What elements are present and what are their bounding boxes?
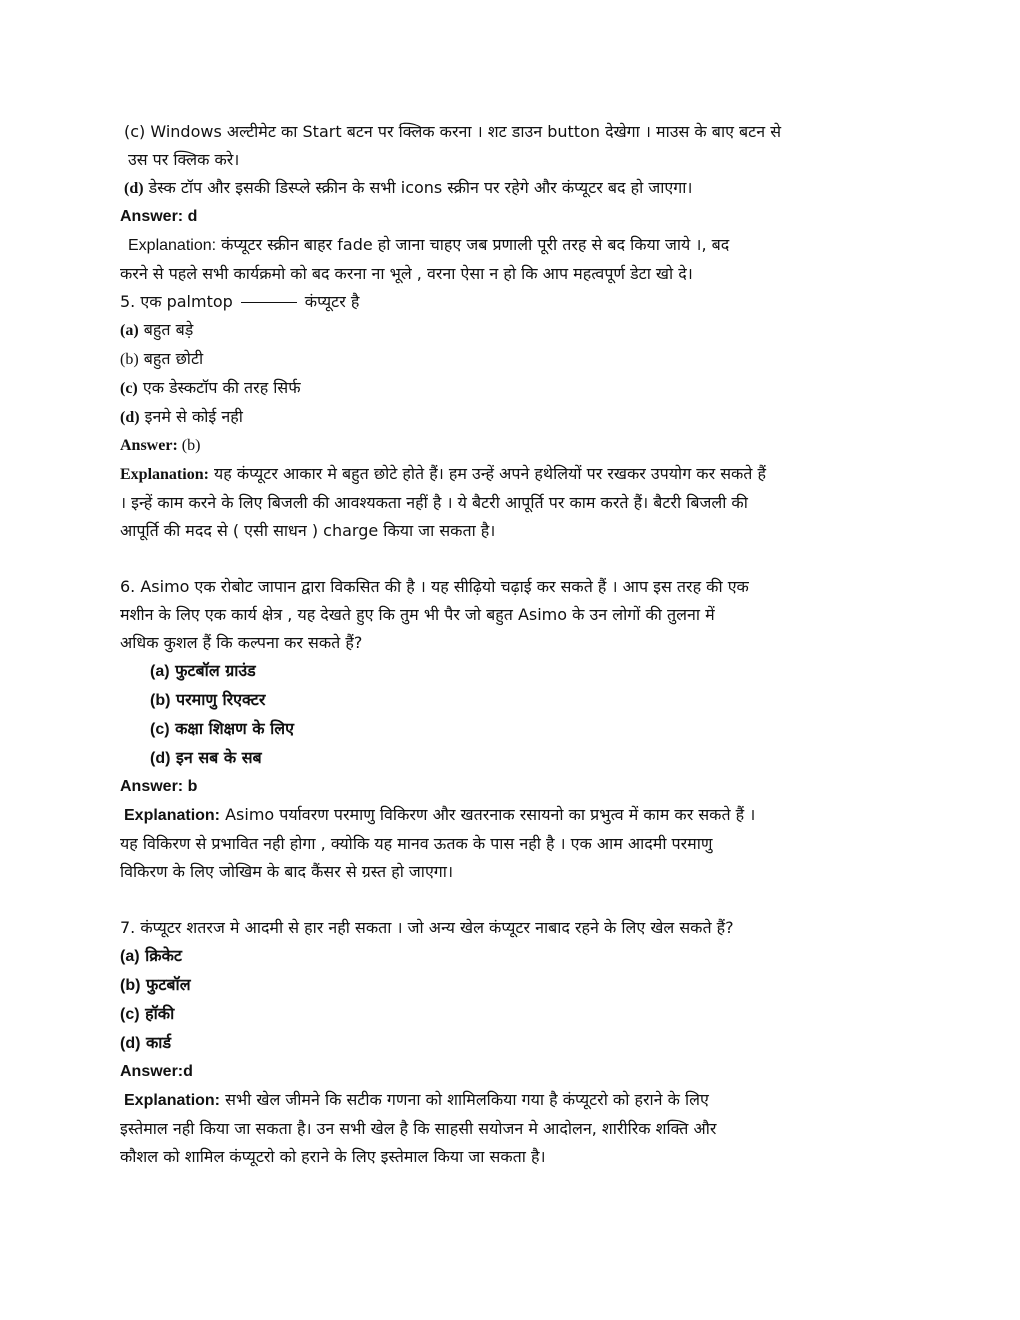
q7-explanation-line1 (120, 1086, 900, 1115)
spacer (120, 886, 900, 914)
q6-option-a (120, 657, 900, 686)
q6-explanation-line1 (120, 801, 900, 830)
q7-explanation-line3: कौशल को शामिल कंप्यूटरो को हराने के लिए इस्तेमाल किया जा सकता है। (120, 1147, 546, 1166)
option-text: कार्ड (146, 1033, 172, 1052)
option-label: (b) (120, 977, 141, 994)
q5-option-d (120, 403, 900, 432)
q4-option-c-line2: उस पर क्लिक करे। (128, 150, 240, 169)
q4-explanation-line1 (120, 231, 900, 260)
explanation-label: Explanation: (128, 237, 217, 254)
q4-explanation-line2: करने से पहले सभी कार्यक्रमो को बद करना ना भूले , वरना ऐसा न हो कि आप महत्वपूर्ण डेटा खो दे। (120, 264, 693, 283)
q6-answer: Answer: b (120, 778, 198, 795)
option-text: फुटबॉल ग्राउंड (175, 661, 256, 680)
option-text: इनमे से कोई नही (139, 407, 243, 426)
q7-question: 7. कंप्यूटर शतरज मे आदमी से हार नही सकता । जो अन्य खेल कंप्यूटर नाबाद रहने के लिए खेल सकते हैं? (120, 918, 734, 937)
option-label: (c) (120, 1006, 140, 1023)
q7-explanation-line2: इस्तेमाल नही किया जा सकता है। उन सभी खेल है कि साहसी सयोजन मे आदोलन, शारीरिक शक्ति और (120, 1119, 717, 1138)
explanation-text: यह कंप्यूटर आकार मे बहुत छोटे होते हैं। हम उन्हें अपने हथेलियों पर रखकर उपयोग कर सकते हैं (208, 464, 767, 483)
option-label: (a) (120, 948, 140, 965)
q5-option-b (120, 345, 900, 374)
option-text: क्रिकेट (145, 946, 182, 965)
question-suffix: कंप्यूटर है (304, 292, 360, 311)
explanation-label: Explanation: (124, 1092, 221, 1109)
q5-option-a (120, 316, 900, 345)
q5-explanation-line2: । इन्हें काम करने के लिए बिजली की आवश्यकता नहीं है । ये बैटरी आपूर्ति पर काम करते हैं। बैटरी बिजली की (120, 493, 748, 512)
explanation-text: Asimo पर्यावरण परमाणु विकिरण और खतरनाक रसायनो का प्रभुत्व में काम कर सकते हैं । (220, 805, 756, 824)
q6-question-line1: 6. Asimo एक रोबोट जापान द्वारा विकसित की है । यह सीढ़ियो चढ़ाई कर सकते हैं । आप इस तरह की एक (120, 577, 749, 596)
q6-question-line2: मशीन के लिए एक कार्य क्षेत्र , यह देखते हुए कि तुम भी पैर जो बहुत Asimo के उन लोगों की तुलना में (120, 605, 715, 624)
q7-option-d (120, 1029, 900, 1058)
option-text: फुटबॉल (146, 975, 191, 994)
fill-in-blank (241, 302, 297, 303)
option-label: (d) (120, 409, 140, 426)
explanation-label: Explanation: (124, 807, 221, 824)
q7-answer: Answer:d (120, 1063, 193, 1080)
q6-option-c (120, 715, 900, 744)
q4-option-d (120, 174, 900, 203)
q7-option-a (120, 942, 900, 971)
option-text: बहुत बड़े (138, 320, 194, 339)
option-label: (d) (120, 1035, 141, 1052)
answer-value: (b) (177, 437, 201, 454)
option-label: (b) (150, 692, 171, 709)
q6-option-b (120, 686, 900, 715)
spacer (120, 545, 900, 573)
q5-question (120, 288, 900, 316)
option-text: हॉकी (145, 1004, 175, 1023)
option-text: बहुत छोटी (138, 349, 204, 368)
q6-explanation-line2: यह विकिरण से प्रभावित नही होगा , क्योकि यह मानव ऊतक के पास नही है । एक आम आदमी परमाणु (120, 834, 713, 853)
option-label: (c) (120, 380, 138, 397)
option-label: (c) (150, 721, 170, 738)
q4-option-c-line1: (c) Windows अल्टीमेट का Start बटन पर क्लिक करना । शट डाउन button देखेगा । माउस के बाए बटन से (124, 122, 782, 141)
answer-label: Answer: (120, 437, 178, 454)
q5-answer (120, 432, 900, 460)
explanation-text: कंप्यूटर स्क्रीन बाहर fade हो जाना चाहए जब प्रणाली पूरी तरह से बद किया जाये ।, बद (216, 235, 730, 254)
q7-option-c (120, 1000, 900, 1029)
option-label: (d) (124, 180, 144, 197)
q6-explanation-line3: विकिरण के लिए जोखिम के बाद कैंसर से ग्रस्त हो जाएगा। (120, 862, 454, 881)
option-text: परमाणु रिएक्टर (176, 690, 266, 709)
option-label: (a) (120, 322, 139, 339)
q5-explanation-line1 (120, 460, 900, 489)
document-page (120, 118, 900, 1171)
option-text: एक डेस्कटॉप की तरह सिर्फ (137, 378, 301, 397)
q5-explanation-line3: आपूर्ति की मदद से ( एसी साधन ) charge किया जा सकता है। (120, 521, 496, 540)
option-label: (d) (150, 750, 171, 767)
explanation-text: सभी खेल जीमने कि सटीक गणना को शामिलकिया गया है कंप्यूटरो को हराने के लिए (220, 1090, 709, 1109)
option-text: डेस्क टॉप और इसकी डिस्प्ले स्क्रीन के सभी icons स्क्रीन पर रहेगे और कंप्यूटर बद हो जाएगा। (148, 178, 693, 197)
q6-question-line3: अधिक कुशल हैं कि कल्पना कर सकते हैं? (120, 633, 363, 652)
q6-option-d (120, 744, 900, 773)
q5-option-c (120, 374, 900, 403)
question-prefix: 5. एक palmtop (120, 292, 233, 311)
option-text: कक्षा शिक्षण के लिए (175, 719, 294, 738)
option-label: (b) (120, 351, 139, 368)
q7-option-b (120, 971, 900, 1000)
option-text: इन सब के सब (176, 748, 262, 767)
q4-answer: Answer: d (120, 208, 198, 225)
option-label: (a) (150, 663, 170, 680)
explanation-label: Explanation: (120, 466, 209, 483)
